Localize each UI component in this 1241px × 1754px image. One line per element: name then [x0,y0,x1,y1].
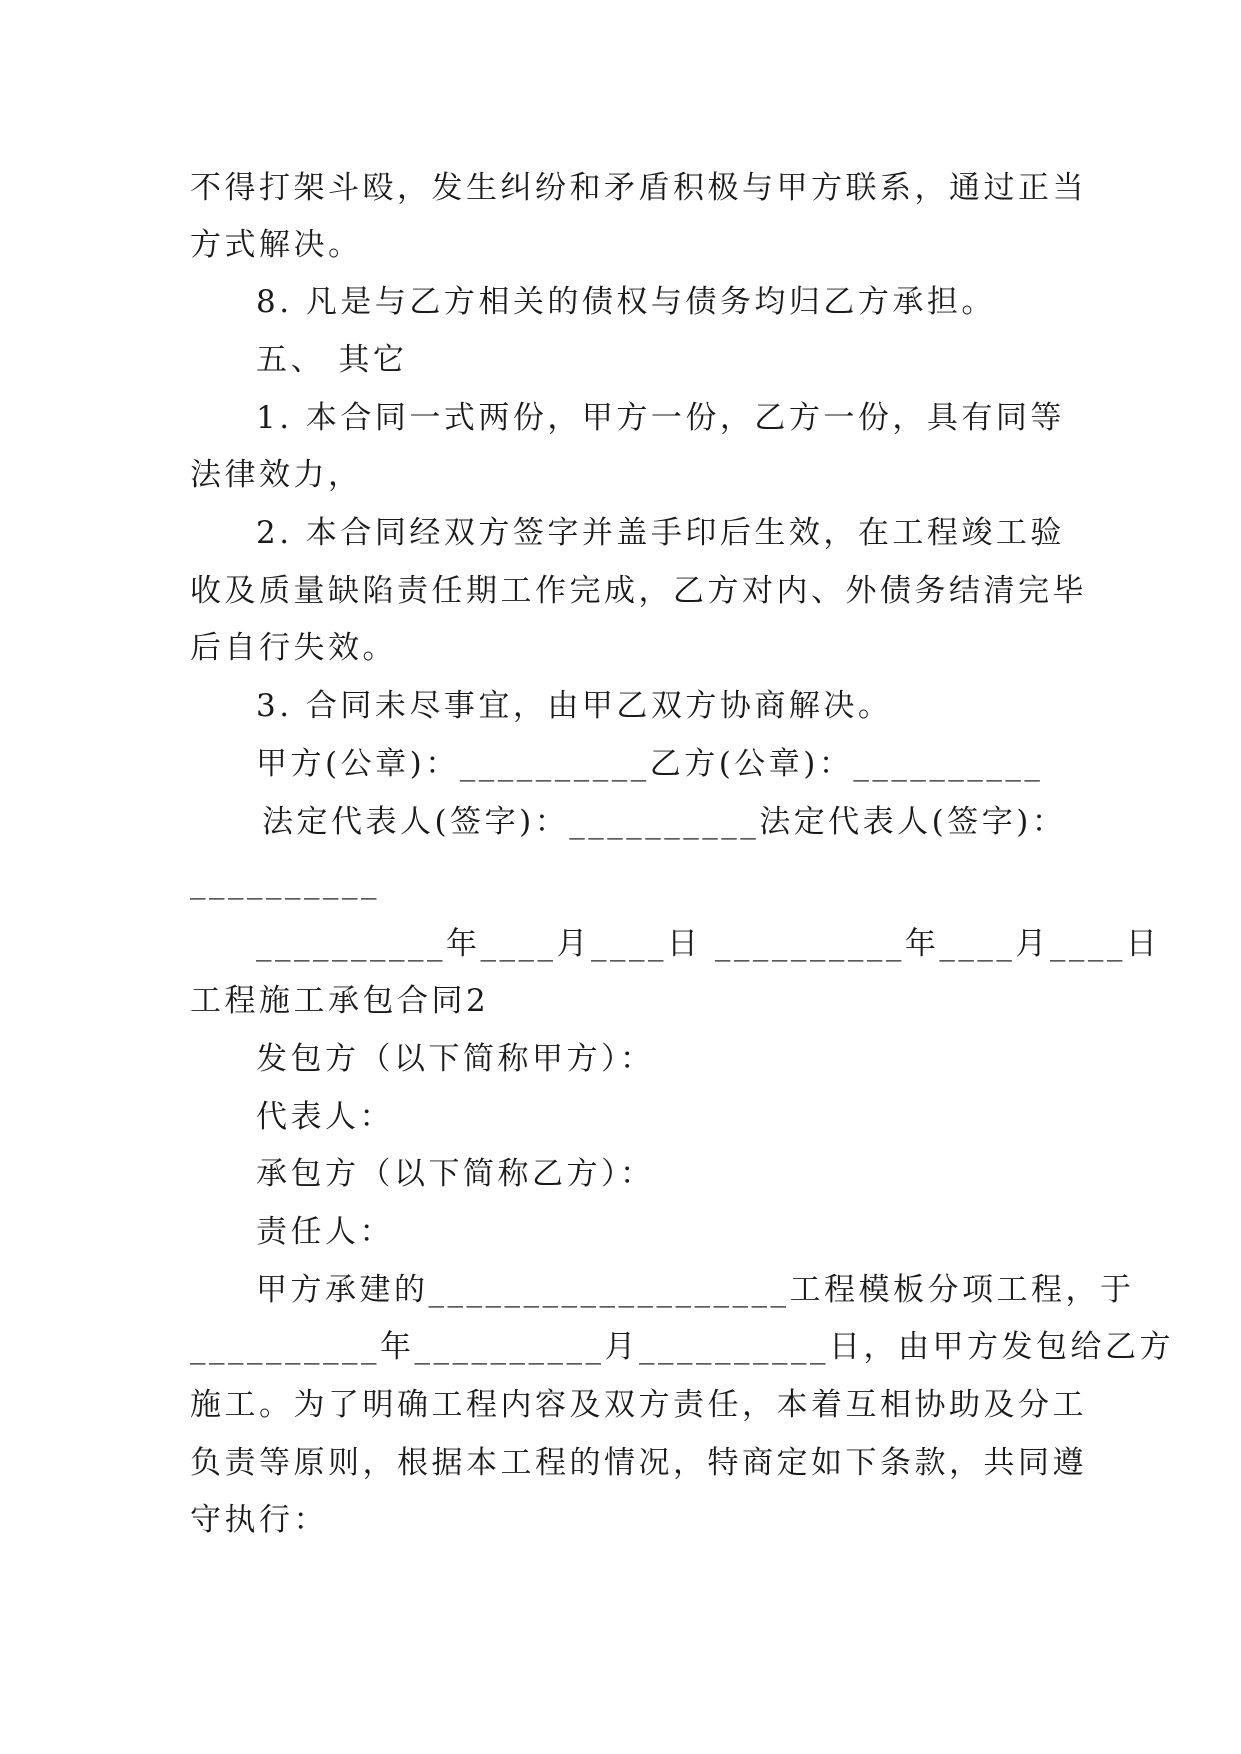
paragraph-line: 不得打架斗殴，发生纠纷和矛盾积极与甲方联系，通过正当 [190,170,1087,206]
paragraph-line: 后自行失效。 [190,630,397,666]
responsible-person-field: 责任人： [256,1214,394,1250]
seal-line: 甲方(公章)：__________乙方(公章)：__________ [256,746,1044,782]
paragraph-line: 守执行： [190,1502,328,1538]
paragraph-line: __________年__________月__________日，由甲方发包给乙方 [190,1329,1174,1365]
party-a-line: 发包方（以下简称甲方）： [256,1041,655,1077]
signature-blank: __________ [190,864,380,900]
contract-title: 工程施工承包合同2 [190,983,490,1019]
party-b-line: 承包方（以下简称乙方）： [256,1156,655,1192]
section-5-heading: 五、 其它 [256,342,408,378]
clause-3: 3. 合同未尽事宜，由甲乙双方协商解决。 [256,688,893,724]
clause-1: 1. 本合同一式两份，甲方一份，乙方一份，具有同等 [256,400,1065,436]
representative-field: 代表人： [256,1099,394,1135]
paragraph-line: 施工。为了明确工程内容及双方责任，本着互相协助及分工 [190,1387,1087,1423]
clause-8: 8. 凡是与乙方相关的债权与债务均归乙方承担。 [256,284,996,320]
clause-2: 2. 本合同经双方签字并盖手印后生效，在工程竣工验 [256,515,1065,551]
paragraph-line: 甲方承建的___________________工程模板分项工程，于 [256,1272,1135,1308]
representative-line: 法定代表人(签字)：__________法定代表人(签字)： [262,804,1067,840]
paragraph-line: 负责等原则，根据本工程的情况，特商定如下条款，共同遵 [190,1445,1087,1481]
paragraph-line: 方式解决。 [190,227,363,263]
paragraph-line: 收及质量缺陷责任期工作完成，乙方对内、外债务结清完毕 [190,573,1087,609]
paragraph-line: 法律效力， [190,457,363,493]
date-line: __________年____月____日 __________年____月____日 [256,926,1161,962]
